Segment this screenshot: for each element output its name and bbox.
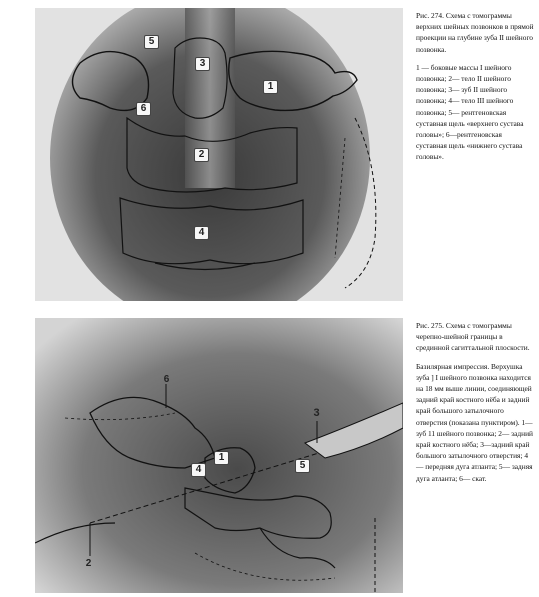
label-3: 3 [195,57,210,71]
label-4: 4 [194,226,209,240]
label-3: 3 [313,407,320,419]
figure-275-tomogram [35,318,403,593]
figure-275-caption-title: Рис. 275. Схема с томограммы черепно-шейной границы в срединной сагиттальной плоскости. [416,321,530,353]
label-6: 6 [136,102,151,116]
label-5: 5 [144,35,159,49]
label-2: 2 [85,558,92,569]
label-1: 1 [263,80,278,94]
figure-274-tomogram [35,8,403,301]
label-1: 1 [214,451,229,465]
figure-275-caption-legend: Базилярная импрессия. Верхушка зуба ] I шейного позвонка находится на 18 мм выше линии, соединяющей задний край костного нёба и задний край большого затылочного отверстия (показана пунктиром). 1—зуб 11 шейного позвонка; 2— задний край костного нёба; 3—задний край большого затылочного отверстия; 4— передняя дуга атланта; 5— задняя дуга атланта; 6— скат. [416,361,533,483]
label-5: 5 [295,459,310,473]
figure-274-caption [416,10,534,170]
figure-275-caption [416,320,534,491]
figure-274-drawing [35,8,403,301]
label-2: 2 [194,148,209,162]
figure-274-caption-title: Рис. 274. Схема с томограммы верхних шейных позвонков в прямой проекции на глубине зуба II шейного позвонка. [416,11,534,54]
label-4: 4 [191,463,206,477]
label-6: 6 [163,374,170,385]
figure-274-caption-legend: 1 — боковые массы I шейного позвонка; 2— тело II шейного позвонка; 3— зуб II шейного позвонка; 4— тело III шейного позвонка; 5— рентгеновская суставная щель «верхнего сустава головы»; 6—рентгеновская суставная щель «нижнего сустава головы». [416,62,524,162]
